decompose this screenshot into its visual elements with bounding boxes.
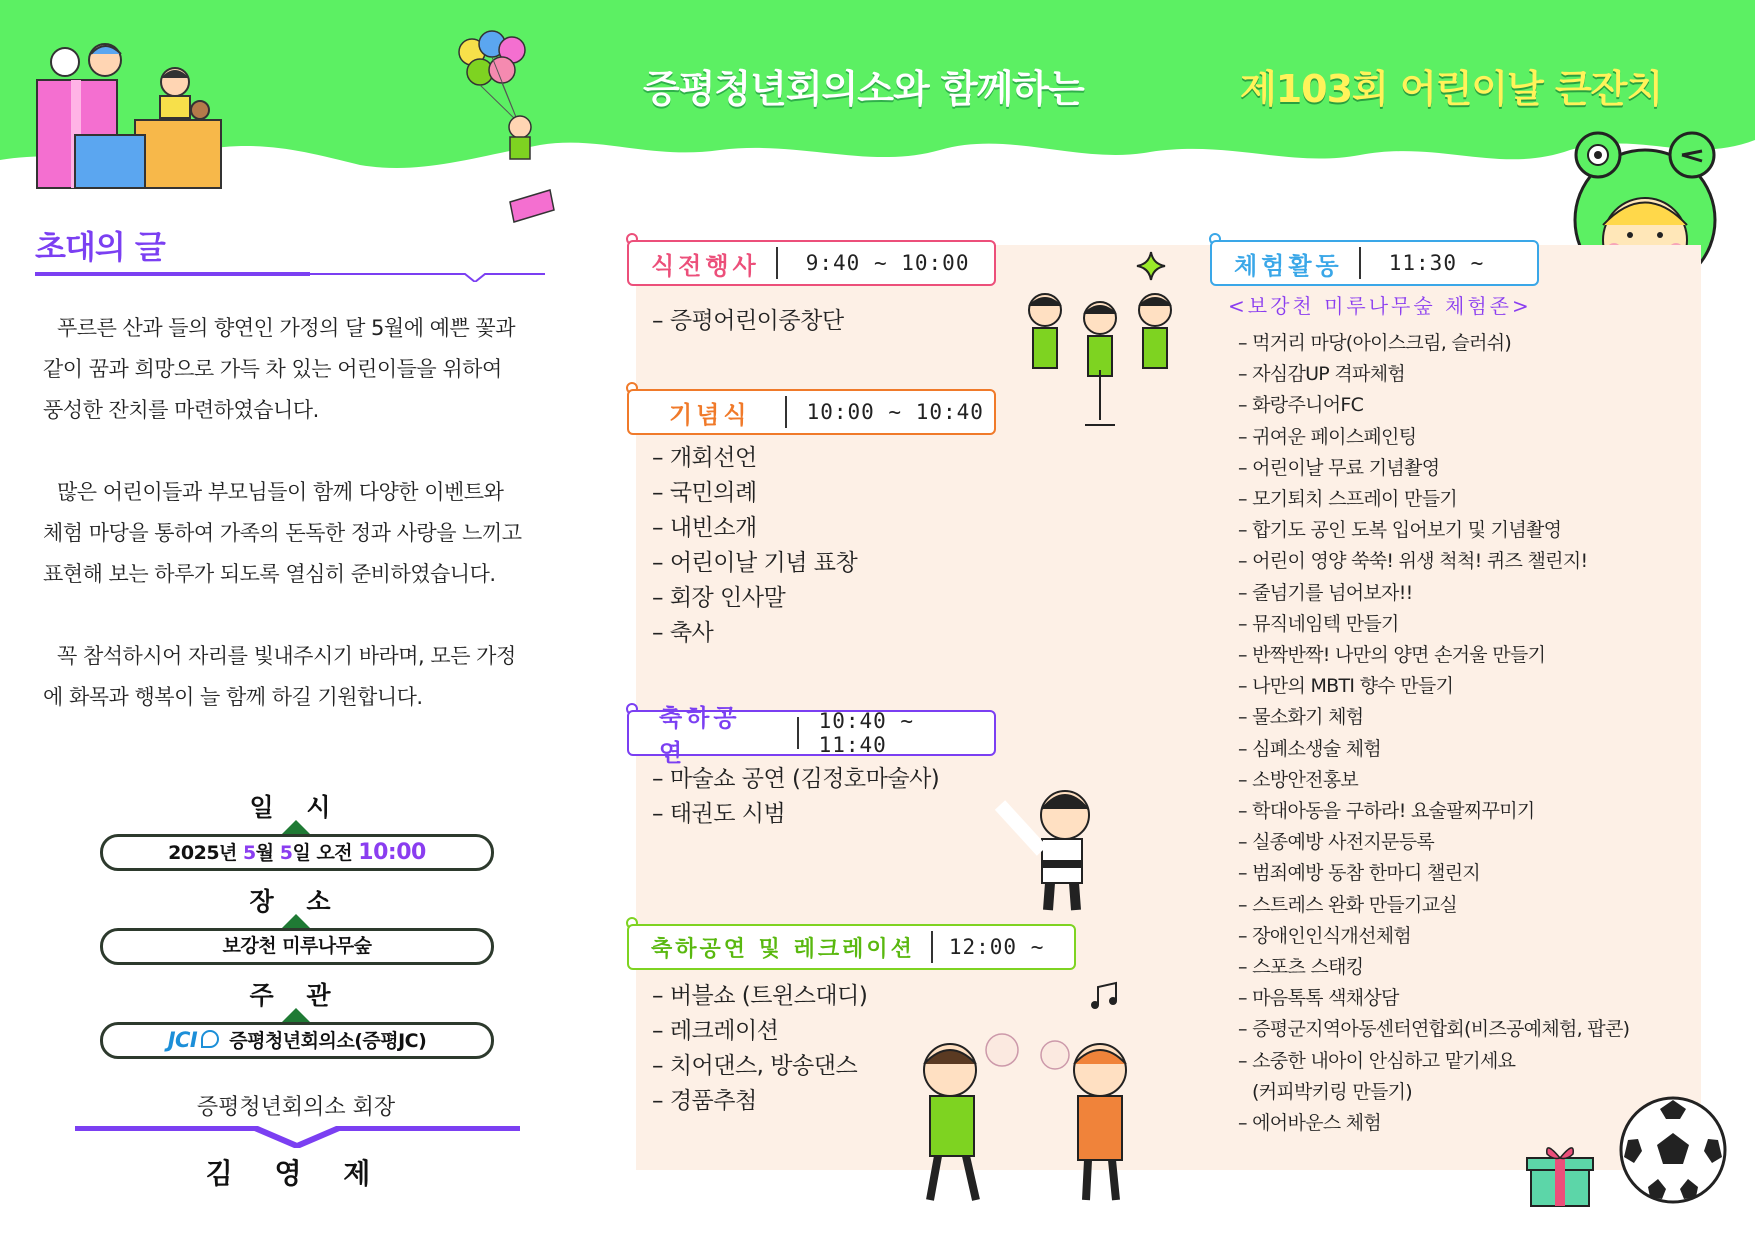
list-item: – 합기도 공인 도복 입어보기 및 기념촬영 [1238,515,1629,546]
schedule-header-activities [1210,240,1539,286]
list-item: – 경품추첨 [652,1084,867,1119]
schedule-time: 11:30 ~ [1388,251,1485,275]
invitation-paragraph: 푸르른 산과 들의 향연인 가정의 달 5월에 예쁜 꽃과 같이 꿈과 희망으로 가득 차 있는 어린이들을 위하여 풍성한 잔치를 마련하였습니다. [43,316,515,422]
schedule-header-ceremony [627,389,996,435]
date-day: 5 [279,842,293,864]
list-item: – 심폐소생술 체험 [1238,734,1629,765]
date-value [100,834,494,871]
schedule-header-performance [627,704,996,767]
soccer-ball-icon [1618,1095,1728,1205]
list-item: – 학대아동을 구하라! 요술팔찌꾸미기 [1238,796,1629,827]
list-item: – 스트레스 완화 만들기교실 [1238,890,1629,921]
singing-kids-illustration [1015,290,1185,430]
jci-logo-icon [201,1030,219,1048]
schedule-name: 체험활동 [1234,251,1343,280]
date-month: 5 [243,842,256,864]
place-label: 장 소 [249,887,343,916]
list-item: – 뮤직네임텍 만들기 [1238,609,1629,640]
host-value [100,1022,494,1059]
president-name: 김 영 제 [205,1157,387,1190]
taekwondo-kid-illustration [990,785,1110,915]
date-time: 10:00 [358,840,426,865]
list-item: – 증평어린이중창단 [652,304,844,339]
schedule-header-recreation [627,924,1076,970]
invitation-paragraph: 꼭 참석하시어 자리를 빛내주시기 바라며, 모든 가정에 화목과 행복이 늘 함께 하길 기원합니다. [43,644,516,709]
pre-event-list [652,304,844,339]
list-item: – 소중한 내아이 안심하고 맡기세요 [1238,1046,1629,1077]
header-title-right: 제103회 어린이날 큰잔치 [1240,67,1663,111]
music-note-icon [1088,975,1128,1015]
host-label: 주 관 [249,981,343,1010]
date-day-unit: 일 오전 [292,842,359,864]
invitation-title: 초대의 글 [35,228,165,266]
schedule-name: 식전행사 [651,251,760,280]
schedule-header-pre-event [627,240,996,286]
list-item: – 물소화기 체험 [1238,702,1629,733]
bubble-girls-illustration [890,1030,1160,1215]
performance-list [652,762,939,832]
list-item: – 치어댄스, 방송댄스 [652,1049,867,1084]
list-item: – 어린이날 기념 표창 [652,546,857,581]
list-item: – 귀여운 페이스페인팅 [1238,422,1629,453]
list-item: – 마음톡톡 색채상담 [1238,983,1629,1014]
list-item: – 국민의례 [652,476,857,511]
list-item: – 나만의 MBTI 향수 만들기 [1238,671,1629,702]
list-item: – 화랑주니어FC [1238,390,1629,421]
president-divider [75,1126,520,1148]
schedule-time: 12:00 ~ [948,935,1045,959]
jci-logo: JCI [167,1028,198,1052]
schedule-time: 10:00 ~ 10:40 [806,400,984,424]
list-item: – 회장 인사말 [652,581,857,616]
president-caption: 증평청년회의소 회장 [196,1095,396,1120]
list-item: – 실종예방 사전지문등록 [1238,827,1629,858]
gift-box-icon [1525,1140,1595,1210]
invitation-divider [35,268,545,282]
list-item: – 개회선언 [652,441,857,476]
list-item: – 스포츠 스태킹 [1238,952,1629,983]
date-year: 2025년 [168,842,244,864]
gift-boxes-kids-illustration [35,40,225,190]
schedule-name: 기념식 [669,400,751,429]
list-item: – 모기퇴치 스프레이 만들기 [1238,484,1629,515]
list-item: – 반짝반짝! 나만의 양면 손거울 만들기 [1238,640,1629,671]
list-item: – 증평군지역아동센터연합회(비즈공예체험, 팝콘) [1238,1014,1629,1045]
header-title-left: 증평청년회의소와 함께하는 [643,67,1084,111]
host-name-text: 증평청년회의소(증평JC) [229,1030,427,1052]
sparkle-icon [1135,250,1167,282]
list-item: – 줄넘기를 넘어보자!! [1238,578,1629,609]
invitation-paragraph: 많은 어린이들과 부모님들이 함께 다양한 이벤트와 체험 마당을 통하여 가족의 돈독한 정과 사랑을 느끼고 표현해 보는 하루가 되도록 열심히 준비하였습니다. [43,480,522,586]
list-item: – 태권도 시범 [652,797,939,832]
date-label: 일 시 [249,793,343,822]
schedule-name: 축하공연 및 레크레이션 [651,936,915,962]
schedule-name: 축하공연 [659,704,741,767]
ceremony-list [652,441,857,651]
activities-subtitle: <보강천 미루나무숲 체험존> [1228,294,1532,318]
list-item: – 버블쇼 (트윈스대디) [652,979,867,1014]
schedule-time: 10:40 ~ 11:40 [818,709,915,757]
list-item: – 자심감UP 격파체험 [1238,359,1629,390]
list-item: – 어린이날 무료 기념촬영 [1238,453,1629,484]
list-item: – 축사 [652,616,857,651]
list-item: – 범죄예방 동참 한마디 챌린지 [1238,858,1629,889]
list-item: – 레크레이션 [652,1014,867,1049]
balloon-boy-illustration [450,22,560,232]
list-item: – 장애인인식개선체험 [1238,921,1629,952]
invitation-body [43,308,523,759]
list-item: – 마술쇼 공연 (김정호마술사) [652,762,939,797]
list-item: – 소방안전홍보 [1238,765,1629,796]
list-item: – 어린이 영양 쑥쑥! 위생 척척! 퀴즈 챌린지! [1238,546,1629,577]
schedule-time: 9:40 ~ 10:00 [805,251,970,275]
activities-list [1238,328,1629,1139]
date-month-unit: 월 [255,842,280,864]
list-item: – 에어바운스 체험 [1238,1108,1629,1139]
place-value: 보강천 미루나무숲 [100,928,494,965]
recreation-list [652,979,867,1119]
list-item: (커피박키링 만들기) [1252,1080,1412,1103]
list-item: – 먹거리 마당(아이스크림, 슬러쉬) [1238,328,1629,359]
list-item: – 내빈소개 [652,511,857,546]
